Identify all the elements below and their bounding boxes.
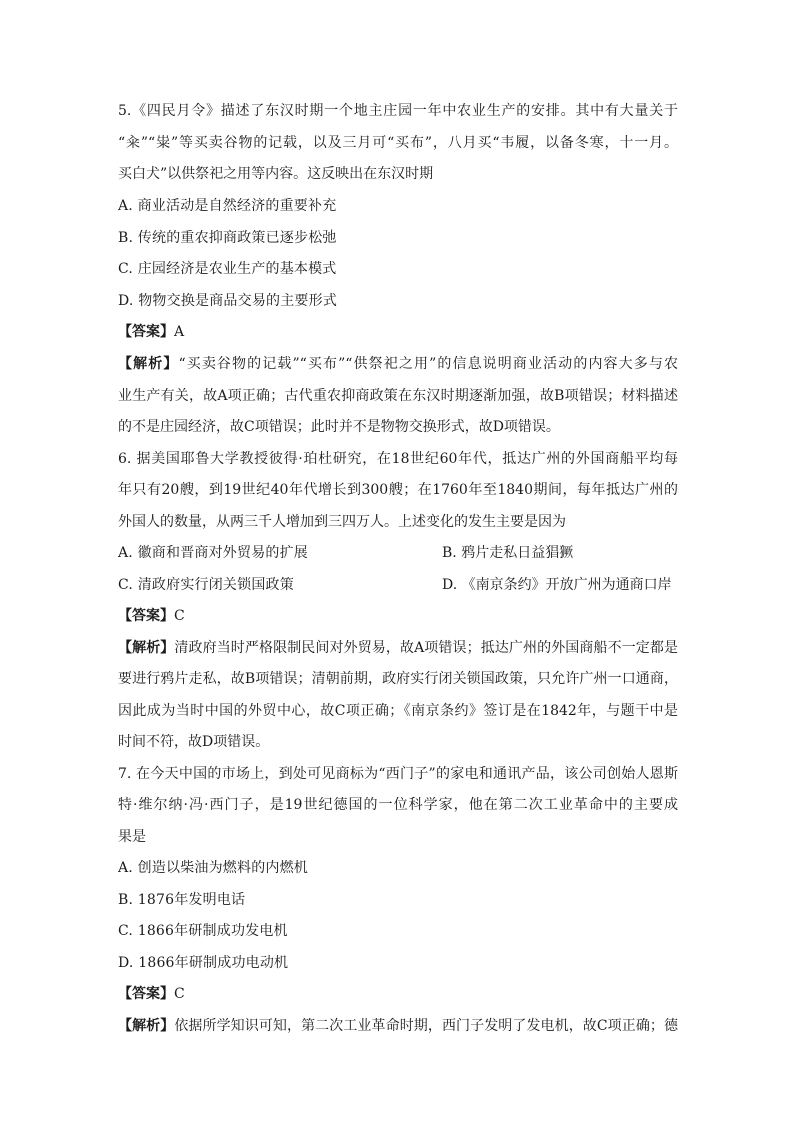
answer-tag: 【答案】: [118, 608, 174, 624]
analysis-text: 清政府当时严格限制民间对外贸易，故A项错误；抵达广州的外国商船不一定都是: [174, 640, 678, 656]
answer-value: C: [174, 608, 185, 624]
answer-tag: 【答案】: [118, 324, 174, 340]
q7-stem-line-2: 特·维尔纳·冯·西门子，是19世纪德国的一位科学家，他在第二次工业革命中的主要成: [118, 797, 678, 813]
q5-answer: [118, 320, 678, 344]
q5-stem-line-1: 5.《四民月令》描述了东汉时期一个地主庄园一年中农业生产的安排。其中有大量关于: [118, 103, 678, 119]
analysis-tag: 【解析】: [118, 356, 179, 372]
answer-tag: 【答案】: [118, 986, 174, 1002]
q6-stem-line-2: 年只有20艘，到19世纪40年代增长到300艘；在1760年至1840期间，每年抵达广州的: [118, 482, 678, 498]
analysis-tag: 【解析】: [118, 1018, 175, 1034]
q7-stem-line-3: 果是: [118, 829, 146, 845]
q5-stem-line-2: “籴”“粜”等买卖谷物的记载，以及三月可“买布”，八月买“韦履，以备冬寒，十一月。: [118, 135, 678, 151]
q6-analysis-line-1: [118, 636, 678, 660]
q5-option-d: D. 物物交换是商品交易的主要形式: [118, 293, 338, 309]
q6-option-c: C. 清政府实行闭关锁国政策: [118, 577, 294, 593]
q7-option-c: C. 1866年研制成功发电机: [118, 923, 288, 939]
q7-option-b: B. 1876年发明电话: [118, 892, 246, 908]
q6-analysis-line-4: 时间不符，故D项错误。: [118, 734, 270, 750]
answer-value: C: [174, 986, 185, 1002]
analysis-tag: 【解析】: [118, 640, 175, 656]
q5-analysis-line-3: 的不是庄园经济，故C项错误；此时并不是物物交换形式，故D项错误。: [118, 419, 560, 435]
analysis-text: 依据所学知识可知，第二次工业革命时期，西门子发明了发电机，故C项正确；德: [174, 1018, 678, 1034]
q6-stem-line-1: 6. 据美国耶鲁大学教授彼得·珀杜研究，在18世纪60年代，抵达广州的外国商船平均每: [118, 451, 678, 467]
q5-option-c: C. 庄园经济是农业生产的基本模式: [118, 261, 337, 277]
q6-option-b: B. 鸦片走私日益猖獗: [442, 545, 574, 561]
q6-option-d: D. 《南京条约》开放广州为通商口岸: [442, 577, 672, 593]
q6-answer: [118, 604, 678, 628]
q7-option-d: D. 1866年研制成功电动机: [118, 955, 289, 971]
answer-value: A: [174, 324, 185, 340]
q5-option-a: A. 商业活动是自然经济的重要补充: [118, 198, 337, 214]
q5-analysis-line-1: [118, 352, 678, 376]
q5-stem-line-3: 买白犬”以供祭祀之用等内容。这反映出在东汉时期: [118, 166, 434, 182]
q7-answer: [118, 982, 678, 1006]
q7-analysis-line-1: [118, 1014, 678, 1038]
q6-analysis-line-3: 因此成为当时中国的外贸中心，故C项正确；《南京条约》签订是在1842年，与题干中是: [118, 703, 678, 719]
analysis-text: “买卖谷物的记载”“买布”“供祭祀之用”的信息说明商业活动的内容大多与农: [178, 356, 678, 372]
q6-analysis-line-2: 要进行鸦片走私，故B项错误；清朝前期，政府实行闭关锁国政策，只允许广州一口通商，: [118, 671, 678, 687]
q6-stem-line-3: 外国人的数量，从两三千人增加到三四万人。上述变化的发生主要是因为: [118, 514, 566, 530]
q5-analysis-line-2: 业生产有关，故A项正确；古代重农抑商政策在东汉时期逐渐加强，故B项错误；材料描述: [118, 388, 678, 404]
q5-option-b: B. 传统的重农抑商政策已逐步松弛: [118, 230, 337, 246]
q7-option-a: A. 创造以柴油为燃料的内燃机: [118, 860, 309, 876]
q7-stem-line-1: 7. 在今天中国的市场上，到处可见商标为“西门子”的家电和通讯产品，该公司创始人恩斯: [118, 766, 678, 782]
q6-option-a: A. 徽商和晋商对外贸易的扩展: [118, 545, 309, 561]
